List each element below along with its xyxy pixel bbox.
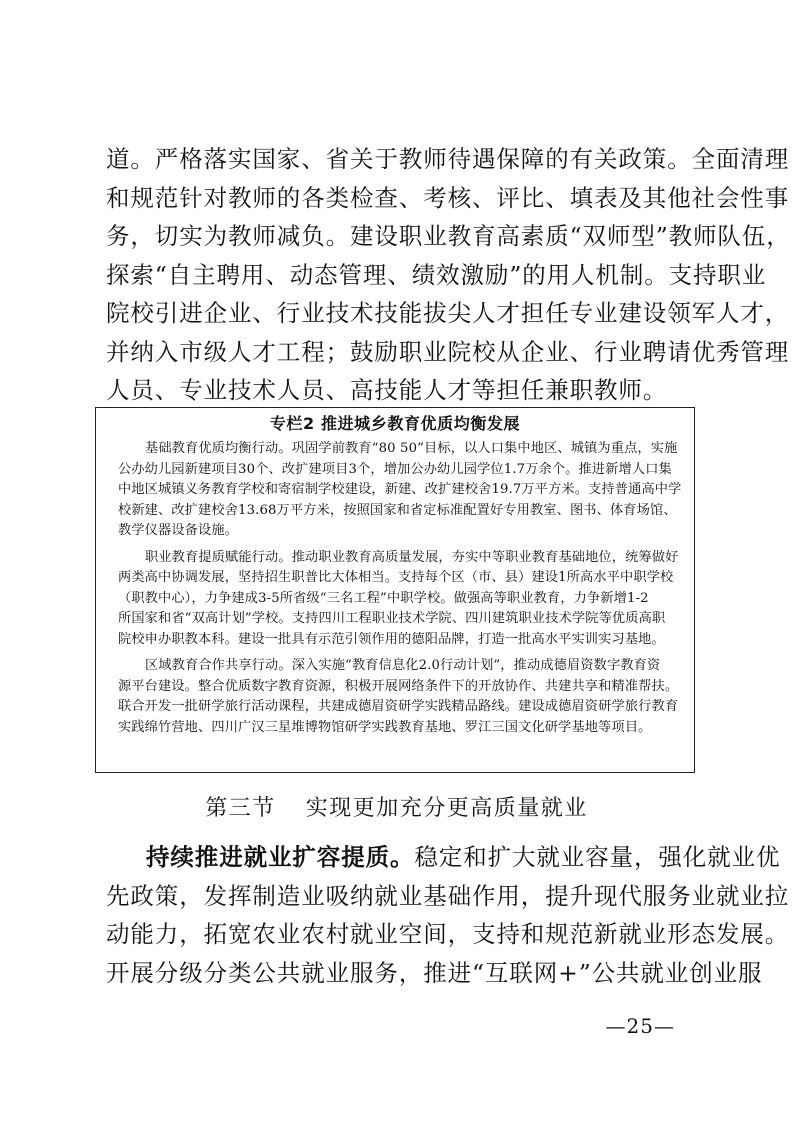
- paragraph-lead: 持续推进就业扩容提质。: [146, 843, 415, 871]
- box-title: 专栏2 推进城乡教育优质均衡发展: [269, 414, 521, 433]
- box-line: 校新建、改扩建校舍13.68万平方米，按照国家和省定标准配置好专用教室、图书、体育场馆、: [118, 502, 677, 518]
- box-line: 基础教育优质均衡行动。巩固学前教育“80 50”目标，以人口集中地区、城镇为重点，实施: [145, 441, 678, 456]
- box-line: 所国家和省“双高计划”学校。支持四川工程职业技术学院、四川建筑职业技术学院等优质高职: [118, 611, 666, 626]
- box-line: 两类高中协调发展，坚持招生职普比大体相当。支持每个区（市、县）建设1所高水平中职学校: [118, 570, 674, 585]
- section-title: 实现更加充分更高质量就业: [305, 796, 588, 821]
- paragraph-line: 院校引进企业、行业技术技能拔尖人才担任专业建设领军人才，: [106, 299, 790, 327]
- box-line: 教学仪器设备设施。: [118, 523, 239, 538]
- box-line: 区域教育合作共享行动。深入实施“教育信息化2.0行动计划”，推动成德眉资数字教育资: [145, 658, 661, 673]
- box-line: 源平台建设。整合优质数字教育资源，积极开展网络条件下的开放协作、共建共享和精准帮扶。: [118, 678, 679, 694]
- paragraph-line: 道。严格落实国家、省关于教师待遇保障的有关政策。全面清理: [106, 145, 790, 173]
- box-line: （职教中心），力争建成3-5所省级“三名工程”中职学校。做强高等职业教育，力争新增1-2: [118, 590, 649, 606]
- paragraph-line: 探索“自主聘用、动态管理、绩效激励”的用人机制。支持职业: [106, 260, 767, 289]
- box-line: 实践绵竹营地、四川广汉三星堆博物馆研学实践教育基地、罗江三国文化研学基地等项目。: [118, 719, 652, 735]
- bottom-paragraph: [106, 838, 790, 992]
- box-line: 中地区城镇义务教育学校和寄宿制学校建设，新建、改扩建校舍19.7万平方米。支持普通高中学: [118, 482, 682, 497]
- section-number: 第三节: [205, 796, 276, 821]
- section-heading: [0, 792, 793, 826]
- paragraph-line: 人员、专业技术人员、高技能人才等担任兼职教师。: [106, 376, 668, 404]
- box-body: [118, 439, 688, 738]
- box-line: 联合开发一批研学旅行活动课程，共建成德眉资研学实践精品路线。建设成德眉资研学旅行教育: [118, 699, 679, 714]
- paragraph-line: 开展分级分类公共就业服务，推进“互联网+”公共就业创业服: [106, 958, 763, 987]
- paragraph-line: 并纳入市级人才工程；鼓励职业院校从企业、行业聘请优秀管理: [106, 337, 790, 366]
- paragraph-line: [106, 838, 781, 877]
- box-line: 院校申办职教本科。建设一批具有示范引领作用的德阳品牌，打造一批高水平实训实习基地。: [118, 631, 665, 647]
- box-line: 职业教育提质赋能行动。推动职业教育高质量发展，夯实中等职业教育基础地位，统筹做好: [145, 549, 679, 565]
- paragraph-text: 稳定和扩大就业容量，强化就业优: [414, 843, 781, 871]
- top-paragraph: [106, 140, 791, 410]
- special-column-box: [95, 407, 695, 773]
- box-line: 公办幼儿园新建项目30个、改扩建项目3个，增加公办幼儿园学位1.7万余个。推进新增人口集: [118, 461, 672, 477]
- paragraph-line: 务，切实为教师减负。建设职业教育高素质“双师型”教师队伍，: [106, 222, 791, 250]
- paragraph-line: 和规范针对教师的各类检查、考核、评比、填表及其他社会性事: [106, 183, 790, 212]
- paragraph-line: 先政策，发挥制造业吸纳就业基础作用，提升现代服务业就业拉: [106, 881, 790, 910]
- page-number: —25—: [605, 1014, 675, 1038]
- paragraph-line: 动能力，拓宽农业农村就业空间，支持和规范新就业形态发展。: [106, 920, 790, 948]
